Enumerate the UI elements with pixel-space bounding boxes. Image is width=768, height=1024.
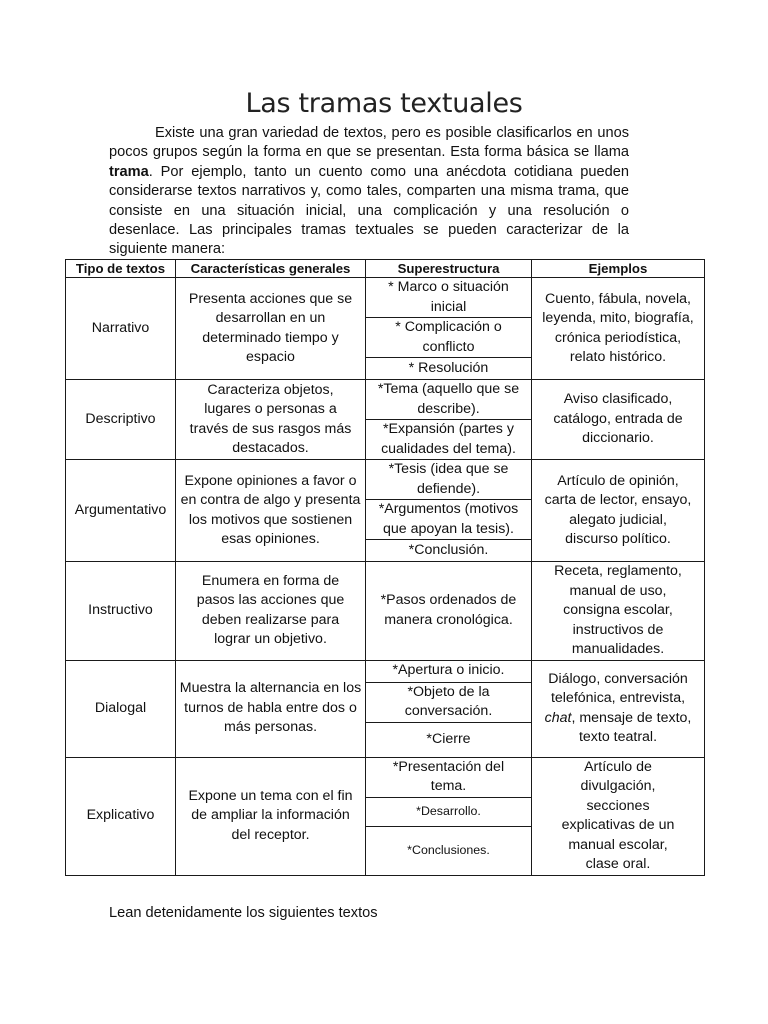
cell-characteristics: Caracteriza objetos, lugares o personas a través de sus rasgos más destacados. — [176, 380, 366, 460]
table-row — [66, 278, 705, 318]
cell-structure: * Marco o situación inicial — [366, 278, 532, 318]
cell-structure: *Tema (aquello que se describe). — [366, 380, 532, 420]
header-characteristics: Características generales — [176, 260, 366, 278]
intro-bold-term: trama — [109, 163, 149, 180]
cell-structure: * Resolución — [366, 358, 532, 380]
cell-examples: Cuento, fábula, novela, leyenda, mito, biografía, crónica periodística, relato histórico. — [532, 278, 705, 380]
cell-type: Narrativo — [66, 278, 176, 380]
table-row — [66, 562, 705, 661]
cell-structure: *Tesis (idea que se defiende). — [366, 460, 532, 500]
closing-instruction: Lean detenidamente los siguientes textos — [109, 905, 378, 921]
intro-paragraph — [109, 124, 629, 260]
examples-text-start: Diálogo, conversación telefónica, entrevista, — [548, 670, 688, 706]
intro-text-end: . Por ejemplo, tanto un cuento como una anécdota cotidiana pueden considerarse textos narrativos y, como tales, comparten una misma trama, que consiste en una situación inicial, una complicación y una resolución o desenlace. Las principales tramas textuales se pueden caracterizar de la siguiente manera: — [109, 163, 629, 258]
cell-characteristics: Expone un tema con el fin de ampliar la información del receptor. — [176, 757, 366, 875]
cell-structure: *Cierre — [366, 722, 532, 757]
cell-structure: *Conclusión. — [366, 540, 532, 562]
cell-characteristics: Presenta acciones que se desarrollan en un determinado tiempo y espacio — [176, 278, 366, 380]
cell-structure: *Expansión (partes y cualidades del tema). — [366, 420, 532, 460]
cell-structure: *Desarrollo. — [366, 798, 532, 826]
cell-structure: *Conclusiones. — [366, 826, 532, 875]
cell-examples: Aviso clasificado, catálogo, entrada de diccionario. — [532, 380, 705, 460]
examples-italic-term: chat — [544, 709, 572, 726]
cell-structure: * Complicación o conflicto — [366, 318, 532, 358]
cell-characteristics: Enumera en forma de pasos las acciones que deben realizarse para lograr un objetivo. — [176, 562, 366, 661]
cell-type: Explicativo — [66, 757, 176, 875]
header-examples: Ejemplos — [532, 260, 705, 278]
cell-type: Descriptivo — [66, 380, 176, 460]
table-row — [66, 460, 705, 500]
intro-text-start: Existe una gran variedad de textos, pero es posible clasificarlos en unos pocos grupos según la forma en que se presentan. Esta forma básica se llama — [109, 125, 629, 161]
cell-type: Argumentativo — [66, 460, 176, 562]
cell-type: Instructivo — [66, 562, 176, 661]
cell-examples: Artículo de opinión, carta de lector, ensayo, alegato judicial, discurso político. — [532, 460, 705, 562]
table-row — [66, 757, 705, 798]
table-header-row — [66, 260, 705, 278]
cell-characteristics: Muestra la alternancia en los turnos de habla entre dos o más personas. — [176, 660, 366, 757]
cell-examples: Artículo de divulgación, secciones explicativas de un manual escolar, clase oral. — [532, 757, 705, 875]
cell-characteristics: Expone opiniones a favor o en contra de algo y presenta los motivos que sostienen esas opiniones. — [176, 460, 366, 562]
page-title: Las tramas textuales — [245, 88, 523, 120]
cell-type: Dialogal — [66, 660, 176, 757]
examples-text-end: , mensaje de texto, texto teatral. — [571, 709, 692, 745]
cell-structure: *Argumentos (motivos que apoyan la tesis). — [366, 500, 532, 540]
cell-structure: *Presentación del tema. — [366, 757, 532, 798]
cell-examples: Receta, reglamento, manual de uso, consigna escolar, instructivos de manualidades. — [532, 562, 705, 661]
cell-examples — [532, 660, 705, 757]
text-types-table — [65, 259, 705, 876]
table-row — [66, 660, 705, 682]
header-structure: Superestructura — [366, 260, 532, 278]
cell-structure: *Pasos ordenados de manera cronológica. — [366, 562, 532, 661]
header-type: Tipo de textos — [66, 260, 176, 278]
cell-structure: *Objeto de la conversación. — [366, 682, 532, 722]
cell-structure: *Apertura o inicio. — [366, 660, 532, 682]
table-row — [66, 380, 705, 420]
